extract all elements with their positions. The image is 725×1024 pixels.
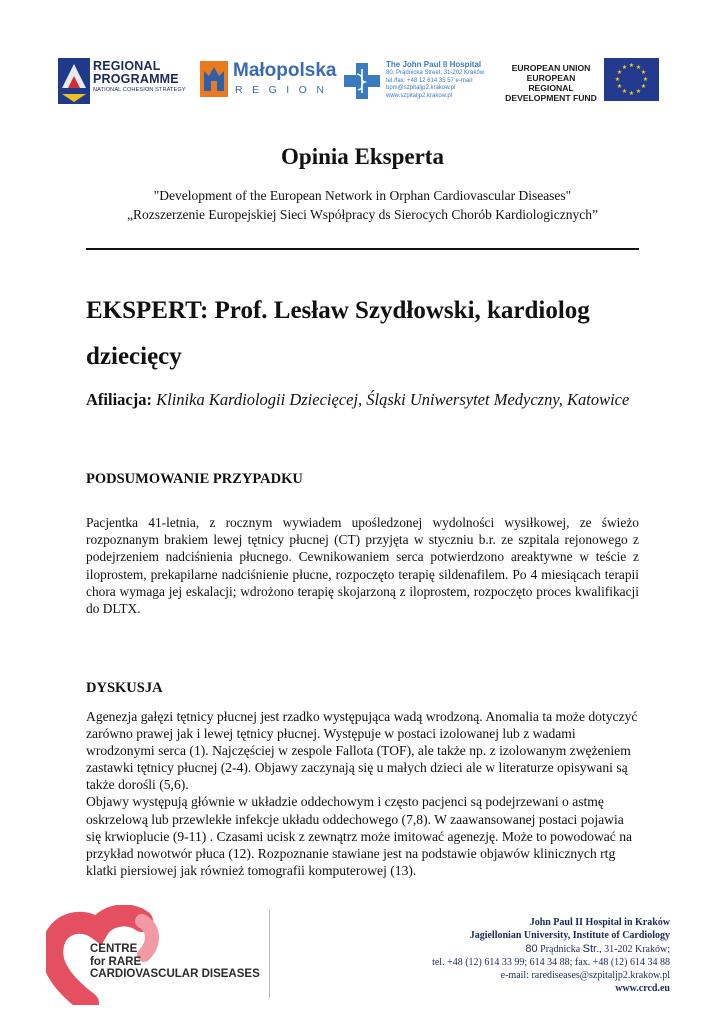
discussion-heading: DYSKUSJA (86, 680, 163, 696)
svg-text:★: ★ (621, 64, 628, 71)
footer-email[interactable]: e-mail: rarediseases@szpitaljp2.krakow.pl (500, 970, 670, 982)
malopolska-name: Małopolska (233, 60, 337, 81)
svg-text:★: ★ (635, 64, 642, 71)
svg-text:★: ★ (616, 83, 623, 90)
hospital-info (386, 60, 484, 100)
svg-text:★: ★ (628, 62, 635, 69)
eu-flag-icon (604, 58, 659, 101)
footer-divider (269, 910, 270, 998)
malopolska-logo (200, 61, 228, 97)
malopolska-region: REGION (235, 84, 334, 96)
rp-line2: PROGRAMME (93, 72, 179, 86)
affiliation-value: Klinika Kardiologii Dziecięcej, Śląski Uniwersytet Medyczny, Katowice (156, 390, 630, 409)
regional-programme-emblem (58, 58, 90, 104)
discussion-paragraph-1: Agenezja gałęzi tętnicy płucnej jest rzadko występująca wadą wrodzoną. Anomalia ta może dotyczyć zarówno prawej jak i lewej tętnicy płucnej. Występuje w postaci izolowanej lub z wadami wrodzonymi serca (1). Najczęściej w zespole Fallota (TOF), ale także np. z izolowanym zwężeniem zastawki tętnicy płucnej (2-4). Objawy zaczynają się u małych dzieci ale w literaturze opisywani są także dorośli (5,6). (86, 709, 638, 793)
centre-rare-cardio-logo (90, 943, 260, 981)
eu-line2: EUROPEAN REGIONAL (526, 73, 576, 93)
discussion-text (86, 708, 642, 879)
hospital-email: bpm@szpitaljp2.krakow.pl (386, 85, 456, 91)
document-title: Opinia Eksperta (281, 144, 444, 169)
svg-text:★: ★ (635, 88, 642, 95)
expert-line2: dziecięcy (86, 343, 182, 370)
subtitle-polish: „Rozszerzenie Europejskiej Sieci Współpracy ds Sierocych Chorób Kardiologicznych” (127, 207, 598, 222)
footer-hospital: John Paul II Hospital in Kraków (529, 917, 670, 928)
case-summary-heading: PODSUMOWANIE PRZYPADKU (86, 471, 303, 487)
svg-text:★: ★ (640, 69, 647, 76)
footer-university: Jagiellonian University, Institute of Cardiology (469, 930, 670, 942)
centre-line2: for RARE (90, 955, 142, 968)
footer-address-street: Prądnicka (537, 943, 583, 955)
svg-text:★: ★ (614, 76, 621, 83)
centre-line1: CENTRE (90, 943, 138, 955)
svg-text:★: ★ (621, 88, 628, 95)
hospital-name: The John Paul II Hospital (386, 60, 482, 69)
footer-address (432, 943, 670, 956)
centre-line3: CARDIOVASCULAR DISEASES (90, 968, 260, 980)
affiliation-label: Afiliacja: (86, 390, 152, 409)
footer-address-num: 80 (525, 942, 538, 955)
discussion-paragraph-2: Objawy występują głównie w układzie oddechowym i często pacjenci są podejrzewani o astmę oskrzelową lub przewlekłe infekcje układu oddechowego (7,8). W zaawansowanej postaci pojawia się krwioplucie (9-11) . Czasami ucisk z zewnątrz może imitować agenezję. Może to powodować na przykład nowotwór płuca (12). Rozpoznanie stawiane jest na podstawie objawów klinicznych rtg klatki piersiowej jak również tomografii komputerowej (13). (86, 794, 633, 878)
eu-line1: EUROPEAN UNION (511, 63, 591, 73)
rp-line3: NATIONAL COHESION STRATEGY (93, 87, 186, 93)
expert-heading (86, 288, 639, 380)
hospital-address: 80, Prądnicka Street, 31-202 Kraków (386, 70, 485, 76)
eu-text (503, 63, 599, 103)
footer-address-str: Str. (582, 942, 600, 955)
svg-text:★: ★ (628, 90, 635, 97)
regional-programme-logo (93, 60, 186, 95)
footer-web[interactable]: www.crcd.eu (615, 983, 670, 995)
footer-phones: tel. +48 (12) 614 33 99; 614 34 88; fax. +48 (12) 614 34 88 (432, 956, 670, 968)
eu-line3: DEVELOPMENT FUND (505, 93, 597, 103)
subtitle-english: "Development of the European Network in Orphan Cardiovascular Diseases" (153, 188, 572, 203)
rp-line1: REGIONAL (93, 59, 161, 73)
medical-cross-icon (344, 63, 380, 99)
affiliation (86, 384, 639, 416)
svg-text:★: ★ (616, 69, 623, 76)
footer-address-rest: , 31-202 Kraków; (599, 943, 670, 955)
hospital-web: www.szpitaljp2.krakow.pl (386, 92, 453, 99)
header-divider (86, 248, 639, 250)
expert-line1: EKSPERT: Prof. Lesław Szydłowski, kardiolog (86, 297, 590, 324)
footer-contact (432, 916, 670, 996)
svg-text:★: ★ (642, 76, 649, 83)
case-summary-text: Pacjentka 41-letnia, z rocznym wywiadem upośledzonej wydolności wysiłkowej, ze świeżo rozpoznanym brakiem lewej tętnicy płucnej (CT) przyjęta w styczniu b.r. ze szpitala rejonowego z podejrzeniem nadciśnienia płucnego. Cewnikowaniem serca potwierdzono areaktywne w teście z iloprostem, prekapilarne nadciśnienie płucne, rozpoczęto terapię sildenafilem. Po 4 miesiącach terapii chora wymaga jej eskalacji; wdrożono terapię skojarzoną z iloprostem, rozpoczęto proces kwalifikacji do DLTX. (86, 515, 639, 617)
svg-text:★: ★ (640, 83, 647, 90)
hospital-phone: tel./fax: +48 12 614 35 57 e-mail: (386, 77, 474, 84)
